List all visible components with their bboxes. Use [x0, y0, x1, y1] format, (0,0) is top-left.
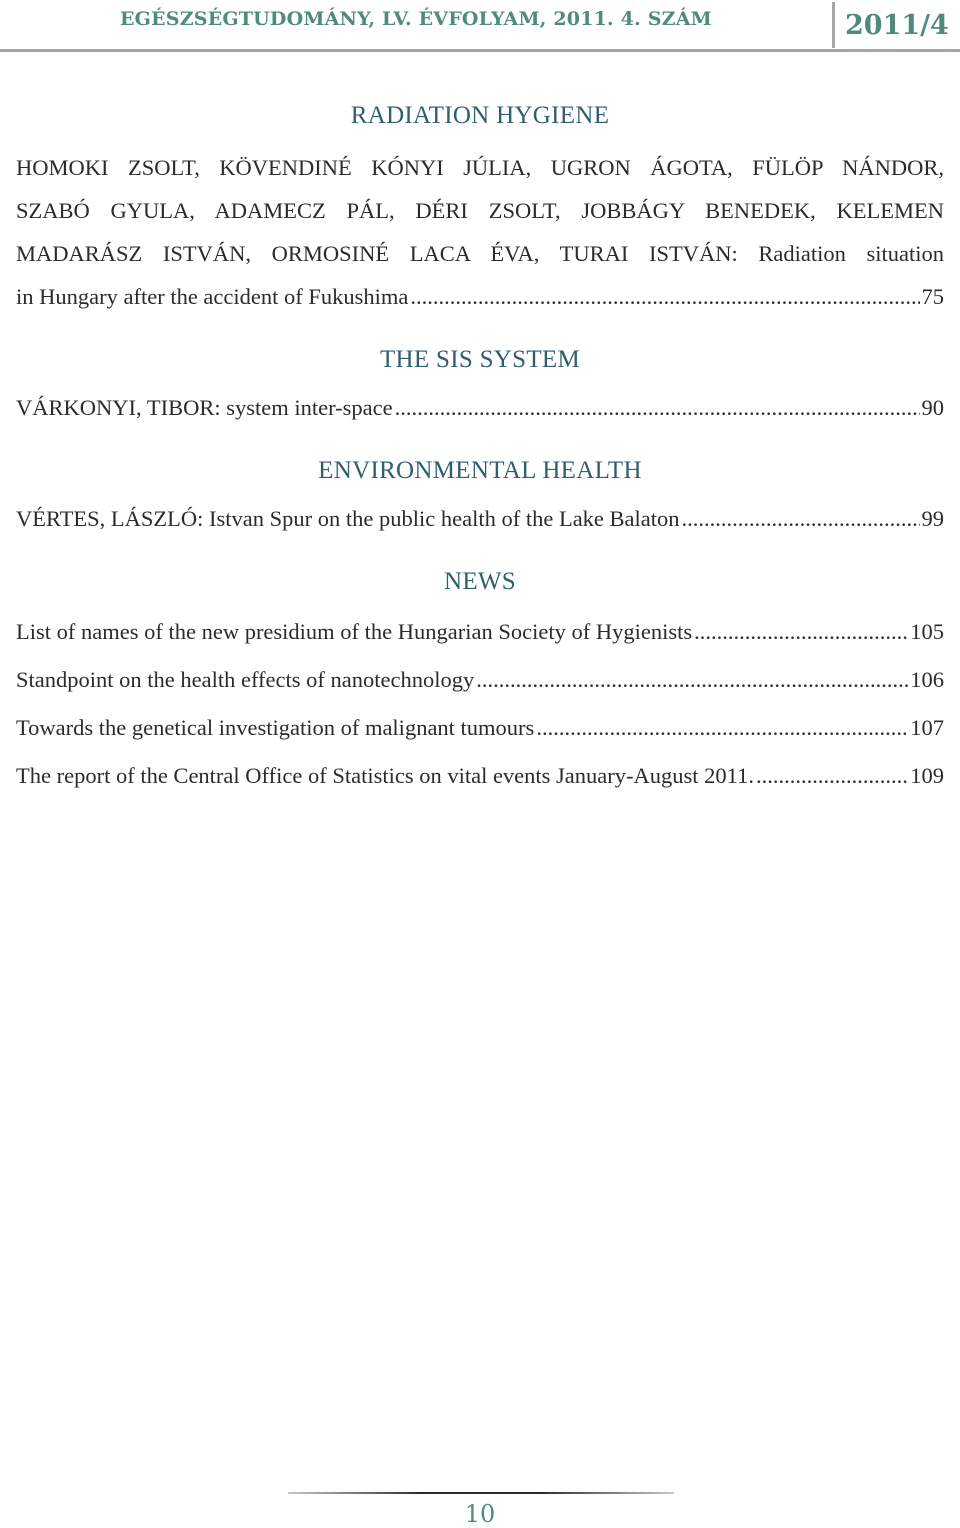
page-reference: 105 [910, 619, 944, 644]
dot-leader [410, 275, 919, 318]
toc-entry-environmental[interactable] [16, 497, 944, 540]
authors-line: SZABÓ GYULA, ADAMECZ PÁL, DÉRI ZSOLT, JOBBÁGY BENEDEK, KELEMEN [16, 198, 944, 223]
dot-leader [476, 656, 908, 704]
section-heading-radiation-hygiene: RADIATION HYGIENE [350, 102, 610, 129]
authors-line: HOMOKI ZSOLT, KÖVENDINÉ KÓNYI JÚLIA, UGRON ÁGOTA, FÜLÖP NÁNDOR, [16, 155, 944, 180]
toc-entry-sis[interactable] [16, 386, 944, 429]
entry-title: in Hungary after the accident of Fukushima [16, 284, 409, 309]
page-reference: 99 [921, 506, 944, 531]
toc-entry-news[interactable] [16, 608, 944, 656]
authors-line: MADARÁSZ ISTVÁN, ORMOSINÉ LACA ÉVA, TURAI ISTVÁN: Radiation situation [16, 241, 944, 266]
entry-title: Standpoint on the health effects of nanotechnology [16, 667, 475, 692]
footer-rule [288, 1492, 674, 1494]
toc-news-list [16, 608, 944, 800]
toc-entry-news[interactable] [16, 704, 944, 752]
dot-leader [682, 497, 920, 540]
table-of-contents [16, 96, 944, 800]
page-header [0, 0, 960, 52]
entry-title: Towards the genetical investigation of malignant tumours [16, 715, 535, 740]
dot-leader [536, 704, 908, 752]
dot-leader [756, 752, 908, 800]
toc-entry-news[interactable] [16, 752, 944, 800]
entry-title: VÁRKONYI, TIBOR: system inter-space [16, 395, 393, 420]
entry-title: VÉRTES, LÁSZLÓ: Istvan Spur on the public health of the Lake Balaton [16, 506, 680, 531]
entry-title: The report of the Central Office of Statistics on vital events January-August 2011. [16, 763, 754, 788]
page-reference: 75 [921, 284, 944, 309]
header-rule [0, 49, 960, 52]
toc-entry-news[interactable] [16, 656, 944, 704]
dot-leader [395, 386, 920, 429]
toc-line [16, 497, 944, 540]
section-heading-sis-system: THE SIS SYSTEM [379, 346, 581, 373]
section-heading-news: NEWS [443, 568, 517, 595]
toc-line [16, 275, 944, 318]
toc-line [16, 386, 944, 429]
section-heading-environmental-health: ENVIRONMENTAL HEALTH [318, 457, 642, 484]
page-reference: 107 [910, 715, 944, 740]
dot-leader [694, 608, 908, 656]
page-number: 10 [464, 1500, 496, 1528]
page-reference: 109 [910, 763, 944, 788]
toc-entry-radiation[interactable] [16, 146, 944, 318]
page-reference: 106 [910, 667, 944, 692]
page-reference: 90 [921, 395, 944, 420]
journal-title: EGÉSZSÉGTUDOMÁNY, LV. ÉVFOLYAM, 2011. 4. SZÁM [120, 8, 712, 30]
issue-label: 2011/4 [832, 2, 960, 48]
entry-title: List of names of the new presidium of the Hungarian Society of Hygienists [16, 619, 693, 644]
